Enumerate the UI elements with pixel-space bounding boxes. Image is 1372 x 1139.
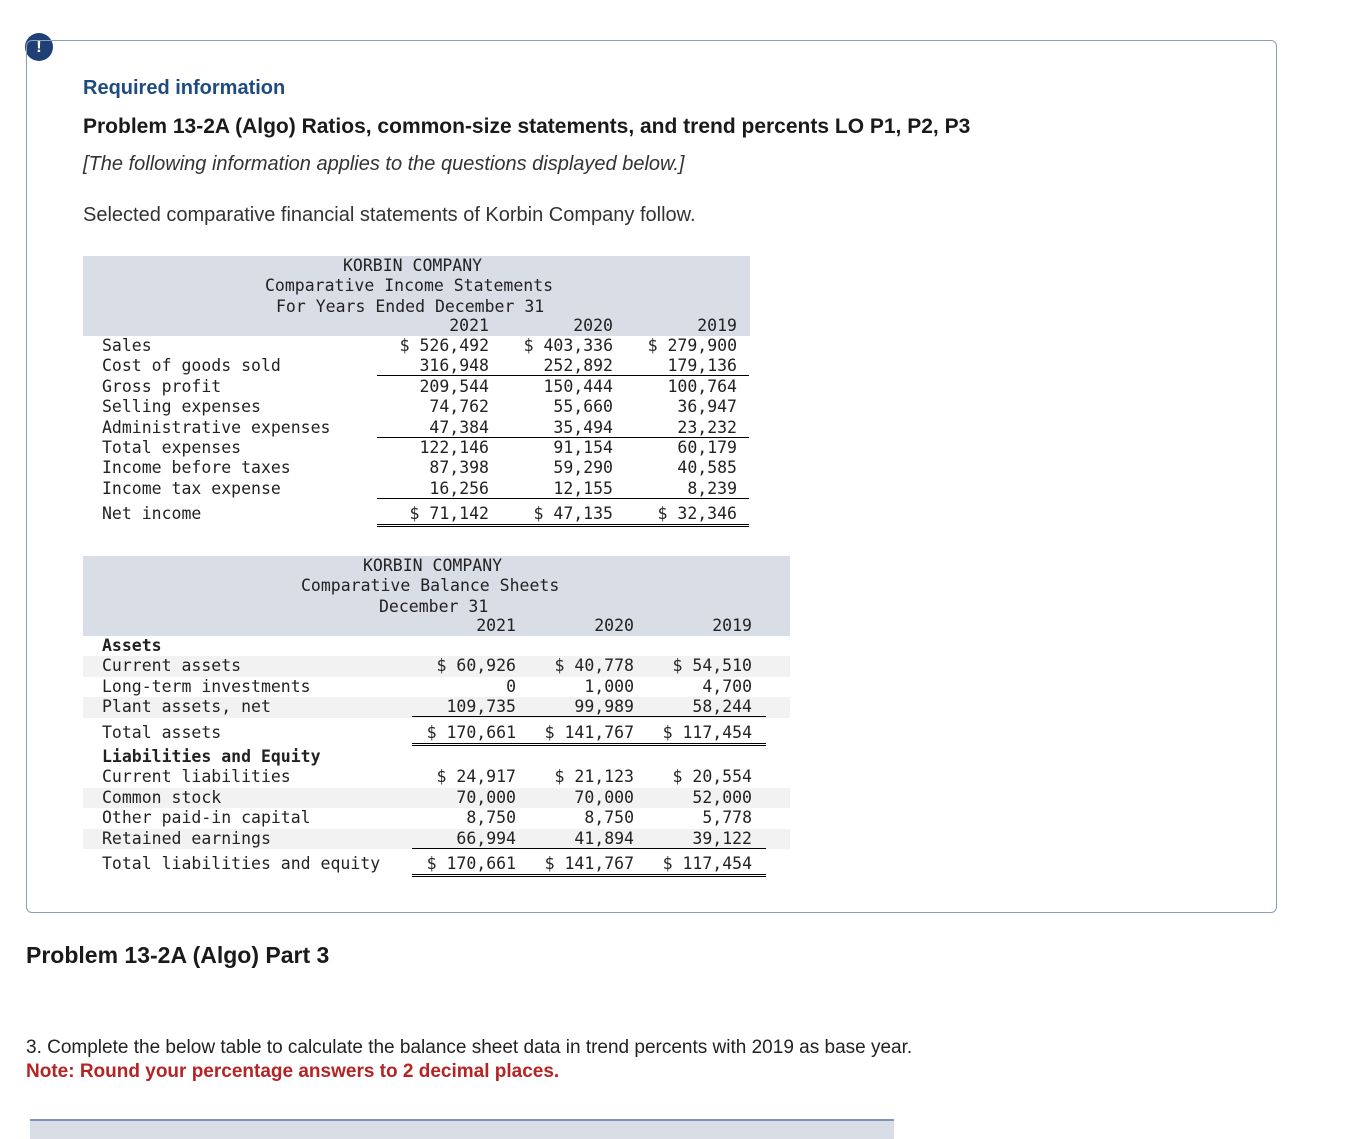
income-row xyxy=(83,377,750,397)
balance-value: 52,000 xyxy=(692,787,752,807)
income-row xyxy=(83,458,750,478)
balance-row xyxy=(83,677,790,697)
income-year: 2020 xyxy=(573,316,613,335)
income-underline xyxy=(625,524,749,527)
liabilities-heading xyxy=(83,747,790,767)
balance-value: 70,000 xyxy=(456,787,516,807)
income-underline xyxy=(377,524,501,527)
balance-sheet-title: Comparative Balance Sheets xyxy=(301,576,560,596)
income-year: 2019 xyxy=(697,316,737,335)
balance-row-label: Current assets xyxy=(102,656,242,676)
balance-row xyxy=(83,767,790,787)
income-value: 122,146 xyxy=(419,437,489,457)
intro-text: Selected comparative financial statements of Korbin Company follow. xyxy=(83,204,696,226)
income-row-label: Income before taxes xyxy=(102,458,291,478)
rounding-note: Note: Round your percentage answers to 2 decimal places. xyxy=(26,1061,560,1082)
balance-row-label: Total liabilities and equity xyxy=(102,853,381,873)
income-row-label: Selling expenses xyxy=(102,397,261,417)
balance-value: 58,244 xyxy=(692,697,752,717)
income-value: $ 32,346 xyxy=(657,504,737,524)
balance-value: $ 21,123 xyxy=(554,767,634,787)
balance-underline xyxy=(412,743,530,746)
balance-period: December 31 xyxy=(379,596,489,616)
balance-company-name: KORBIN COMPANY xyxy=(363,556,503,575)
balance-value: 1,000 xyxy=(584,676,634,696)
income-value: 91,154 xyxy=(553,437,613,457)
balance-value: $ 170,661 xyxy=(426,722,516,742)
income-value: $ 47,135 xyxy=(533,504,613,524)
income-value: 35,494 xyxy=(553,417,613,437)
balance-value: 4,700 xyxy=(702,676,752,696)
balance-row-label: Common stock xyxy=(102,787,222,807)
balance-row-label: Long-term investments xyxy=(102,676,311,696)
balance-underline xyxy=(530,874,648,877)
income-row xyxy=(83,479,750,499)
section-heading: Liabilities and Equity xyxy=(102,746,321,766)
balance-year: 2019 xyxy=(712,616,752,635)
balance-value: $ 20,554 xyxy=(672,767,752,787)
applies-note: [The following information applies to the questions displayed below.] xyxy=(83,153,685,175)
income-row-label: Cost of goods sold xyxy=(102,356,281,376)
income-value: 60,179 xyxy=(677,437,737,457)
balance-value: $ 170,661 xyxy=(426,853,516,873)
income-statement-title: Comparative Income Statements xyxy=(265,276,554,296)
balance-sheet xyxy=(83,556,790,874)
income-value: 316,948 xyxy=(419,356,489,376)
income-row-label: Administrative expenses xyxy=(102,417,331,437)
balance-row-label: Retained earnings xyxy=(102,828,271,848)
income-row-label: Income tax expense xyxy=(102,478,281,498)
answer-table-header xyxy=(30,1119,894,1139)
income-value: 252,892 xyxy=(543,356,613,376)
income-company-name: KORBIN COMPANY xyxy=(343,256,483,275)
income-value: 40,585 xyxy=(677,458,737,478)
balance-row xyxy=(83,656,790,676)
balance-year-headers xyxy=(83,616,790,636)
income-row xyxy=(83,504,750,524)
income-value: $ 279,900 xyxy=(647,336,737,355)
income-underline xyxy=(625,498,749,499)
balance-value: $ 117,454 xyxy=(662,722,752,742)
income-underline xyxy=(501,498,625,499)
income-year: 2021 xyxy=(449,316,489,335)
income-row xyxy=(83,438,750,458)
balance-row-label: Other paid-in capital xyxy=(102,808,311,828)
income-row xyxy=(83,356,750,376)
income-row xyxy=(83,418,750,438)
income-underline xyxy=(501,524,625,527)
balance-year: 2020 xyxy=(594,616,634,635)
assets-heading xyxy=(83,636,790,656)
balance-underline xyxy=(648,874,766,877)
income-value: 12,155 xyxy=(553,478,613,498)
balance-value: 70,000 xyxy=(574,787,634,807)
income-period: For Years Ended December 31 xyxy=(276,296,545,316)
balance-row xyxy=(83,829,790,849)
balance-value: 109,735 xyxy=(446,697,516,717)
income-value: $ 71,142 xyxy=(409,504,489,524)
balance-underline xyxy=(530,716,648,717)
income-value: $ 403,336 xyxy=(523,336,613,355)
income-statement xyxy=(83,256,750,525)
balance-underline xyxy=(648,743,766,746)
balance-underline xyxy=(530,848,648,849)
income-value: 59,290 xyxy=(553,458,613,478)
balance-row xyxy=(83,788,790,808)
balance-value: 8,750 xyxy=(466,808,516,828)
income-value: 36,947 xyxy=(677,397,737,417)
section-heading: Assets xyxy=(102,636,162,655)
total-assets-row xyxy=(83,723,790,743)
balance-value: 66,994 xyxy=(456,828,516,848)
balance-underline xyxy=(648,716,766,717)
income-row xyxy=(83,397,750,417)
balance-value: 99,989 xyxy=(574,697,634,717)
total-liabilities-row xyxy=(83,854,790,874)
income-value: 100,764 xyxy=(667,376,737,396)
balance-value: $ 54,510 xyxy=(672,656,752,676)
income-statement-header xyxy=(83,256,750,336)
income-row-label: Total expenses xyxy=(102,437,242,457)
balance-row-label: Total assets xyxy=(102,722,222,742)
balance-value: $ 117,454 xyxy=(662,853,752,873)
balance-row xyxy=(83,808,790,828)
income-underline xyxy=(377,498,501,499)
balance-underline xyxy=(412,716,530,717)
income-value: 209,544 xyxy=(419,376,489,396)
income-value: 74,762 xyxy=(429,397,489,417)
balance-value: 0 xyxy=(506,676,516,696)
part-title: Problem 13-2A (Algo) Part 3 xyxy=(26,942,330,968)
balance-value: $ 141,767 xyxy=(544,722,634,742)
income-value: 179,136 xyxy=(667,356,737,376)
income-value: 8,239 xyxy=(687,478,737,498)
balance-value: 5,778 xyxy=(702,808,752,828)
income-row xyxy=(83,336,750,356)
balance-underline xyxy=(412,874,530,877)
balance-sheet-header xyxy=(83,556,790,636)
balance-underline xyxy=(530,743,648,746)
balance-row xyxy=(83,697,790,717)
income-row-label: Net income xyxy=(102,504,202,524)
balance-value: $ 40,778 xyxy=(554,656,634,676)
question-text: 3. Complete the below table to calculate the balance sheet data in trend percents with 2019 as base year. xyxy=(26,1037,913,1058)
income-value: 87,398 xyxy=(429,458,489,478)
income-row-label: Gross profit xyxy=(102,376,222,396)
balance-underline xyxy=(412,848,530,849)
income-value: 16,256 xyxy=(429,478,489,498)
balance-value: $ 60,926 xyxy=(436,656,516,676)
balance-row-label: Current liabilities xyxy=(102,767,291,787)
balance-row-label: Plant assets, net xyxy=(102,697,271,717)
required-info-panel xyxy=(26,40,1277,913)
balance-value: 39,122 xyxy=(692,828,752,848)
balance-value: $ 141,767 xyxy=(544,853,634,873)
problem-title: Problem 13-2A (Algo) Ratios, common-size statements, and trend percents LO P1, P2, P3 xyxy=(83,115,971,138)
balance-value: 8,750 xyxy=(584,808,634,828)
balance-underline xyxy=(648,848,766,849)
balance-value: $ 24,917 xyxy=(436,767,516,787)
income-value: 55,660 xyxy=(553,397,613,417)
required-info-heading: Required information xyxy=(83,77,286,99)
income-value: 47,384 xyxy=(429,417,489,437)
income-value: 150,444 xyxy=(543,376,613,396)
alert-icon: ! xyxy=(25,33,53,61)
income-value: 23,232 xyxy=(677,417,737,437)
balance-year: 2021 xyxy=(476,616,516,635)
balance-value: 41,894 xyxy=(574,828,634,848)
income-value: $ 526,492 xyxy=(399,336,489,355)
income-year-headers xyxy=(83,316,750,336)
income-row-label: Sales xyxy=(102,336,152,355)
